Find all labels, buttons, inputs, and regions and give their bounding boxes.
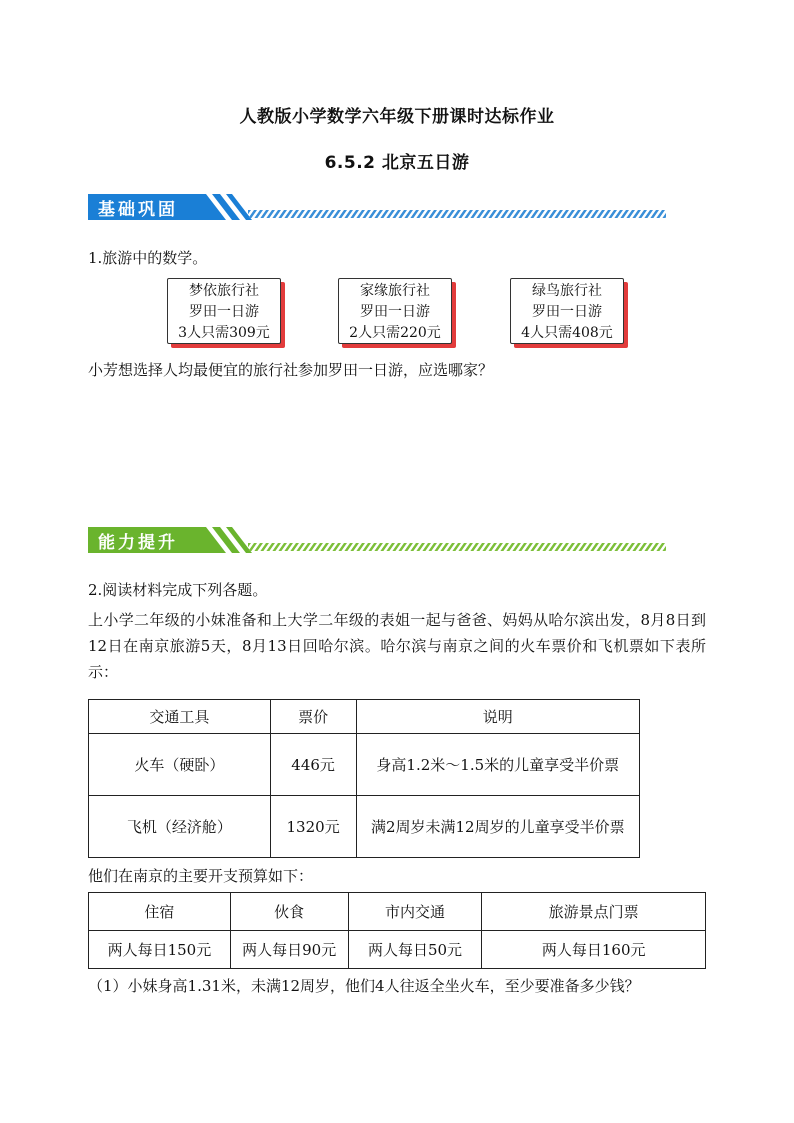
agency-name: 绿鸟旅行社 xyxy=(532,283,602,299)
table-header: 交通工具 xyxy=(89,700,271,734)
sub-question-1: （1）小妹身高1.31米，未满12周岁，他们4人往返全坐火车，至少要准备多少钱？ xyxy=(88,977,640,995)
table-cell: 飞机（经济舱） xyxy=(89,796,271,858)
agency-name: 家缘旅行社 xyxy=(360,283,430,299)
table-header: 说明 xyxy=(356,700,639,734)
question-1-stem: 1.旅游中的数学。 xyxy=(88,249,208,267)
budget-table xyxy=(88,892,706,969)
agency-price: 4人只需408元 xyxy=(521,325,613,341)
agency-price: 2人只需220元 xyxy=(349,325,441,341)
section-label-basic: 基础巩固 xyxy=(98,200,178,220)
question-2-stem: 2.阅读材料完成下列各题。 xyxy=(88,581,268,599)
table-cell: 两人每日50元 xyxy=(348,931,482,969)
table-cell: 两人每日150元 xyxy=(89,931,231,969)
table-cell: 两人每日90元 xyxy=(230,931,348,969)
agency-trip: 罗田一日游 xyxy=(189,304,259,320)
agency-card-1 xyxy=(167,278,285,346)
agency-trip: 罗田一日游 xyxy=(532,304,602,320)
table-row xyxy=(89,796,640,858)
table-cell: 火车（硬卧） xyxy=(89,734,271,796)
table-header-row xyxy=(89,893,706,931)
question-1-prompt: 小芳想选择人均最便宜的旅行社参加罗田一日游，应选哪家？ xyxy=(88,361,494,379)
table-row xyxy=(89,734,640,796)
ticket-price-table xyxy=(88,699,640,858)
budget-intro: 他们在南京的主要开支预算如下： xyxy=(88,867,314,885)
table-cell: 446元 xyxy=(270,734,356,796)
table-cell: 身高1.2米～1.5米的儿童享受半价票 xyxy=(356,734,639,796)
table-cell: 两人每日160元 xyxy=(482,931,706,969)
table-header: 旅游景点门票 xyxy=(482,893,706,931)
table-header: 市内交通 xyxy=(348,893,482,931)
table-header-row xyxy=(89,700,640,734)
agency-card-3 xyxy=(510,278,628,346)
table-row xyxy=(89,931,706,969)
section-banner-advanced xyxy=(88,523,668,559)
page-title: 人教版小学数学六年级下册课时达标作业 xyxy=(239,107,555,127)
section-label-advanced: 能力提升 xyxy=(98,533,178,553)
table-cell: 1320元 xyxy=(270,796,356,858)
agency-price: 3人只需309元 xyxy=(178,325,270,341)
table-header: 票价 xyxy=(270,700,356,734)
agency-name: 梦依旅行社 xyxy=(189,283,259,299)
agency-trip: 罗田一日游 xyxy=(360,304,430,320)
agency-card-2 xyxy=(338,278,456,346)
table-header: 住宿 xyxy=(89,893,231,931)
lesson-title: 6.5.2 北京五日游 xyxy=(324,153,470,173)
question-2-passage: 上小学二年级的小妹准备和上大学二年级的表姐一起与爸爸、妈妈从哈尔滨出发，8月8日到12日在南京旅游5天，8月13日回哈尔滨。哈尔滨与南京之间的火车票价和飞机票如下表所示： xyxy=(88,611,706,681)
table-cell: 满2周岁未满12周岁的儿童享受半价票 xyxy=(356,796,639,858)
section-banner-basic xyxy=(88,190,668,226)
table-header: 伙食 xyxy=(230,893,348,931)
